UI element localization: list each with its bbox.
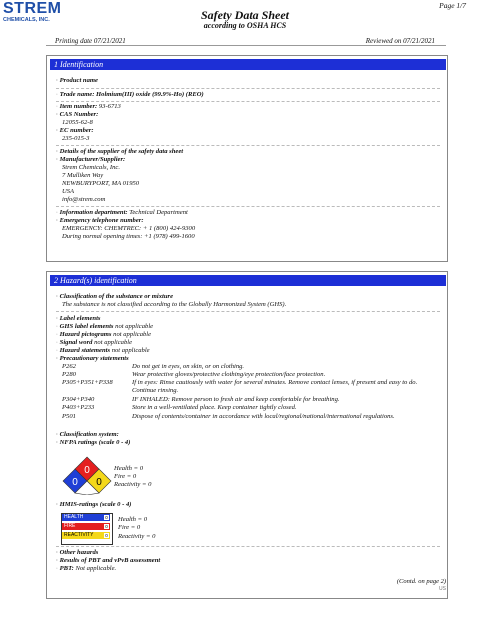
- divider: [56, 206, 440, 207]
- header-rule: [46, 45, 446, 46]
- other-hazards: · Other hazards: [56, 549, 99, 556]
- address-line: USA: [62, 188, 75, 195]
- divider: [56, 145, 440, 146]
- supplier-details: · Details of the supplier of the safety data sheet: [56, 148, 184, 155]
- p-code: P280: [62, 371, 76, 378]
- nfpa-fire-text: Fire = 0: [114, 473, 137, 480]
- p-text: Store in a well-ventilated place. Keep container tightly closed.: [132, 404, 297, 411]
- section-1-title: 1 Identification: [50, 59, 446, 70]
- divider: [56, 546, 440, 547]
- hmis-reactivity-row: REACTIVITY 0: [62, 532, 110, 539]
- document-subtitle: according to OSHA HCS: [203, 21, 287, 30]
- printing-date: Printing date 07/21/2021: [55, 37, 126, 45]
- signal-word: · Signal word not applicable: [56, 339, 133, 346]
- hmis-health-text: Health = 0: [118, 516, 147, 523]
- not-classified-text: The substance is not classified according to the Globally Harmonized System (GHS).: [62, 301, 287, 308]
- emergency-label: · Emergency telephone number:: [56, 217, 144, 224]
- pbt-line: · PBT: Not applicable.: [56, 565, 117, 572]
- hazard-pictograms: · Hazard pictograms not applicable: [56, 331, 152, 338]
- divider: [56, 101, 440, 102]
- ec-label: · EC number:: [56, 127, 94, 134]
- divider: [56, 88, 440, 89]
- label-elements: · Label elements: [56, 315, 101, 322]
- emergency-chemtrec: EMERGENCY: CHEMTREC: + 1 (800) 424-9300: [62, 225, 196, 232]
- address-line: 7 Mulliken Way: [62, 172, 104, 179]
- hmis-reactivity-text: Reactivity = 0: [118, 533, 156, 540]
- p-text: Wear protective gloves/protective clothing/eye protection/face protection.: [132, 371, 326, 378]
- p-code: P304+P340: [62, 396, 95, 403]
- manufacturer-label: · Manufacturer/Supplier:: [56, 156, 126, 163]
- pbt-results: · Results of PBT and vPvB assessment: [56, 557, 161, 564]
- product-name-heading: · Product name: [56, 77, 98, 84]
- p-text: IF INHALED: Remove person to fresh air and keep comfortable for breathing.: [132, 396, 340, 403]
- information-department: · Information department: Technical Department: [56, 209, 188, 216]
- reviewed-date: Reviewed on 07/21/2021: [365, 37, 435, 45]
- p-text: Dispose of contents/container in accordance with local/regional/national/international regulations.: [132, 413, 395, 420]
- trade-name: · Trade name: Holmium(III) oxide (99.9%-Ho) (REO): [56, 91, 204, 98]
- continued-note: (Contd. on page 2): [396, 578, 446, 585]
- nfpa-heading: · NFPA ratings (scale 0 - 4): [56, 439, 131, 446]
- cas-value: 12055-62-8: [62, 119, 93, 126]
- hmis-fire-text: Fire = 0: [118, 524, 141, 531]
- page-number: Page 1/7: [439, 1, 466, 10]
- hmis-health-row: HEALTH 0: [62, 514, 110, 521]
- nfpa-fire-value: 0: [84, 465, 90, 476]
- classification-heading: · Classification of the substance or mixture: [56, 293, 174, 300]
- email-link[interactable]: info@strem.com: [62, 196, 106, 203]
- nfpa-reactivity-value: 0: [96, 477, 102, 488]
- p-text: If in eyes: Rinse cautiously with water for several minutes. Remove contact lenses, if present and easy to do. Continue rinsing.: [132, 379, 418, 394]
- nfpa-health-value: 0: [72, 477, 78, 488]
- nfpa-health-text: Health = 0: [114, 465, 143, 472]
- precautionary-heading: · Precautionary statements: [56, 355, 129, 362]
- hazard-statements: · Hazard statements not applicable: [56, 347, 150, 354]
- classification-system: · Classification system:: [56, 431, 119, 438]
- emergency-hours: During normal opening times: +1 (978) 499-1600: [62, 233, 195, 240]
- divider: [56, 311, 440, 312]
- p-code: P305+P351+P338: [62, 379, 113, 386]
- nfpa-reactivity-text: Reactivity = 0: [114, 481, 152, 488]
- cas-label: · CAS Number:: [56, 111, 99, 118]
- p-code: P262: [62, 363, 76, 370]
- address-line: Strem Chemicals, Inc.: [62, 164, 120, 171]
- document-title: Safety Data Sheet: [201, 8, 289, 22]
- section-2-title: 2 Hazard(s) identification: [50, 275, 446, 286]
- logo-main-text: STREM: [3, 0, 62, 17]
- hmis-fire-row: FIRE 0: [62, 523, 110, 530]
- ec-value: 235-015-3: [62, 135, 90, 142]
- ghs-label-elements: · GHS label elements not applicable: [56, 323, 154, 330]
- p-text: Do not get in eyes, on skin, or on clothing.: [132, 363, 245, 370]
- p-code: P403+P233: [62, 404, 95, 411]
- hmis-heading: · HMIS-ratings (scale 0 - 4): [56, 501, 132, 508]
- p-code: P501: [62, 413, 76, 420]
- item-number: · Item number: 93-6713: [56, 103, 121, 110]
- logo-sub-text: CHEMICALS, INC.: [3, 17, 50, 23]
- address-line: NEWBURYPORT, MA 01950: [62, 180, 140, 187]
- nfpa-diamond: [62, 455, 112, 495]
- language-code: US: [439, 586, 446, 592]
